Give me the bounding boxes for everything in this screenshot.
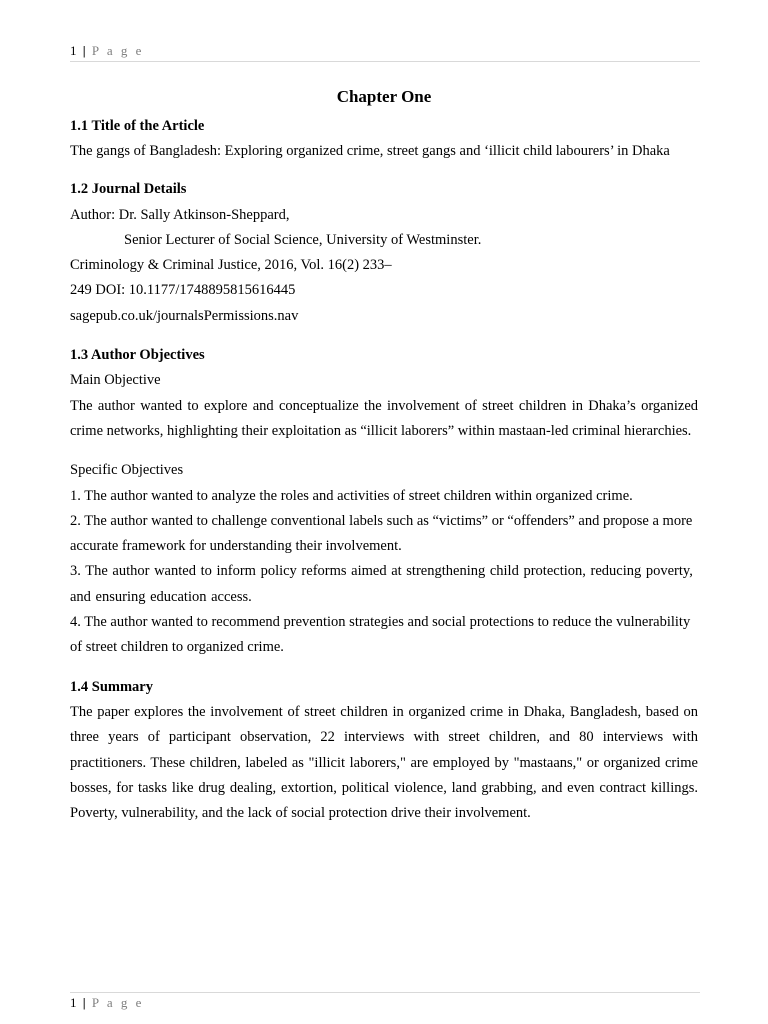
- objective-item-2: 2. The author wanted to challenge conventional labels such as “victims” or “offenders” and propose a more accurate framework for understanding their involvement.: [70, 512, 693, 555]
- summary-heading: 1.4 Summary: [70, 678, 153, 695]
- chapter-title: Chapter One: [336, 87, 432, 106]
- footer-page-label: P a g e: [91, 995, 144, 1010]
- page-header: [70, 43, 144, 59]
- article-title-text: The gangs of Bangladesh: Exploring organized crime, street gangs and ‘illicit child labourers’ in Dhaka: [70, 143, 670, 160]
- citation-line-2: 249 DOI: 10.1177/1748895815616445: [70, 282, 296, 299]
- summary-text: The paper explores the involvement of street children in organized crime in Dhaka, Bangladesh, based on three years of participant observation, 22 interviews with street children, and 80 interviews with practitioners. These children, labeled as "illicit laborers," are employed by "mastaans," or organized crime bosses, for tasks like drug dealing, extortion, political violence, land grabbing, and even contract killings. Poverty, vulnerability, and the lack of social protection drive their involvement.: [70, 703, 698, 822]
- specific-objectives-label: Specific Objectives: [70, 462, 184, 479]
- objective-item-1: 1. The author wanted to analyze the roles and activities of street children within organized crime.: [70, 487, 633, 504]
- objectives-heading: 1.3 Author Objectives: [70, 347, 205, 364]
- page-separator: |: [82, 43, 87, 58]
- objective-item-4: 4. The author wanted to recommend prevention strategies and social protections to reduce the vulnerability of street children to organized crime.: [70, 614, 691, 656]
- main-objective-text: The author wanted to explore and conceptualize the involvement of street children in Dhaka’s organized crime networks, highlighting their exploitation as “illicit laborers” within mastaan-led criminal hierarchies.: [70, 397, 698, 439]
- page-number: 1: [70, 43, 77, 58]
- permissions-line: sagepub.co.uk/journalsPermissions.nav: [70, 307, 299, 324]
- objective-item-3: 3. The author wanted to inform policy reforms aimed at strengthening child protection, reducing poverty, and ensuring education access.: [70, 563, 693, 605]
- author-affiliation: Senior Lecturer of Social Science, University of Westminster.: [124, 231, 482, 248]
- footer-divider: [70, 992, 700, 993]
- header-divider: [70, 61, 700, 62]
- document-body: [70, 86, 698, 826]
- footer-page-separator: |: [82, 995, 87, 1010]
- main-objective-label: Main Objective: [70, 372, 161, 389]
- author-line: Author: Dr. Sally Atkinson-Sheppard,: [70, 206, 290, 223]
- section-title-heading: 1.1 Title of the Article: [70, 118, 205, 134]
- page-footer: [70, 995, 144, 1011]
- footer-page-number: 1: [70, 995, 77, 1010]
- citation-line-1: Criminology & Criminal Justice, 2016, Vol. 16(2) 233–: [70, 257, 392, 274]
- journal-details-heading: 1.2 Journal Details: [70, 181, 187, 198]
- page-label: P a g e: [91, 43, 144, 58]
